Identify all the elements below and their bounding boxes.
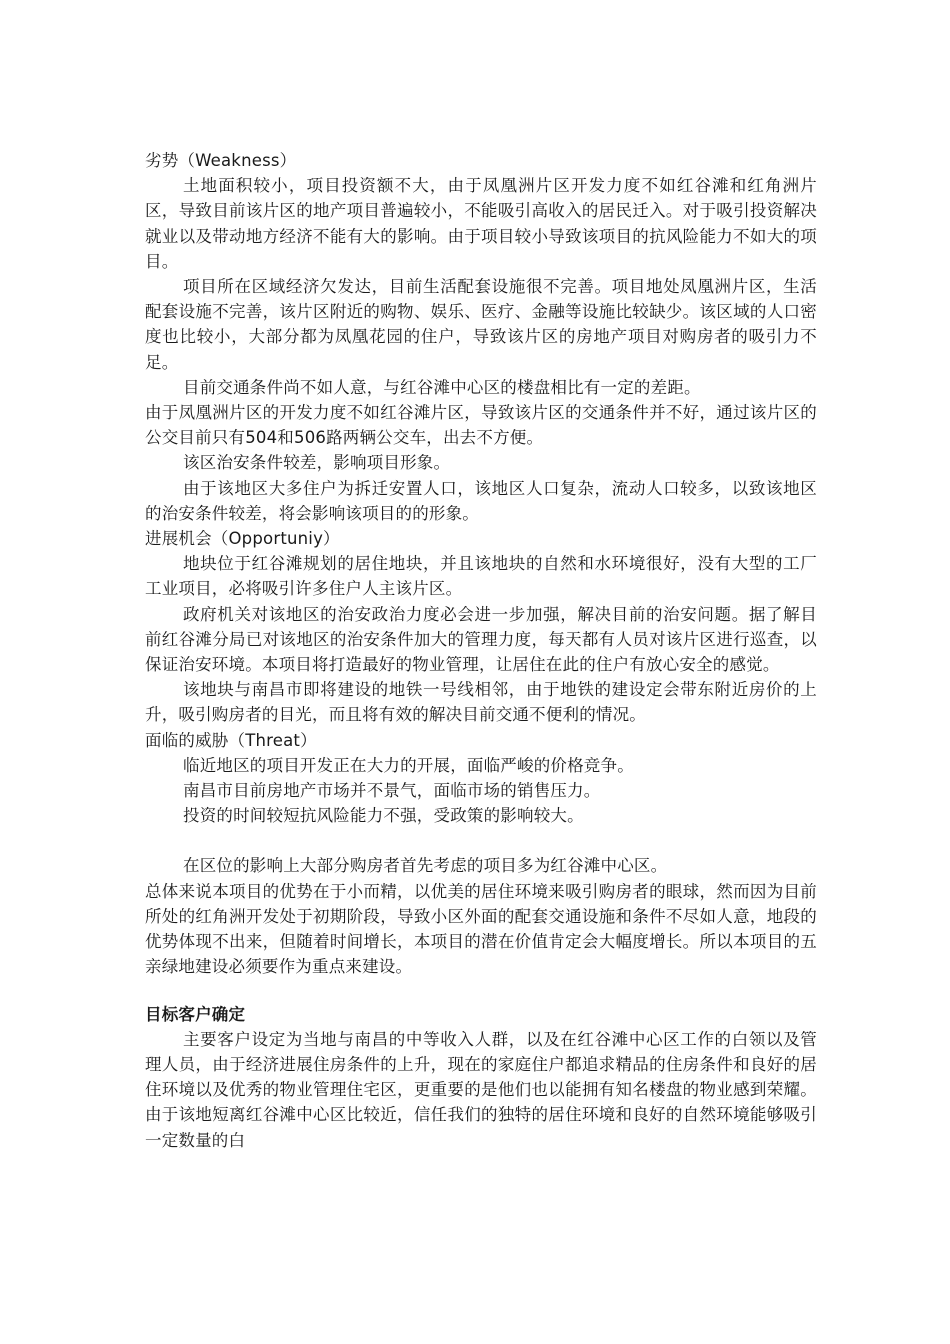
threat-paragraph-1: 临近地区的项目开发正在大力的开展，面临严峻的价格竞争。 <box>183 755 634 775</box>
weakness-paragraph-6: 由于该地区大多住户为拆迁安置人口，该地区人口复杂，流动人口较多，以致该地区的治安条件较差，将会影响该项目的的形象。 <box>145 478 817 523</box>
weakness-paragraph-2: 项目所在区域经济欠发达，目前生活配套设施很不完善。项目地处凤凰洲片区，生活配套设施不完善，该片区附近的购物、娱乐、医疗、金融等设施比较缺少。该区域的人口密度也比较小，大部分都为凤凰花园的住户，导致该片区的房地产项目对购房者的吸引力不足。 <box>145 277 817 372</box>
target-customer-title: 目标客户确定 <box>145 1004 246 1024</box>
section-spacer <box>145 980 817 1002</box>
opportunity-paragraph-1: 地块位于红谷滩规划的居住地块，并且该地块的自然和水环境很好，没有大型的工厂工业项目，必将吸引许多住户人主该片区。 <box>145 554 817 599</box>
threat-heading: 面临的威胁（Threat） <box>145 730 317 750</box>
section-spacer <box>145 828 817 853</box>
opportunity-heading: 进展机会（Opportuniy） <box>145 529 340 549</box>
opportunity-paragraph-2: 政府机关对该地区的治安政治力度必会进一步加强，解决目前的治安问题。据了解目前红谷滩分局已对该地区的治安条件加大的管理力度，每天都有人员对该片区进行巡查，以保证治安环境。本项目将打造最好的物业管理，让居住在此的住户有放心安全的感觉。 <box>145 604 817 675</box>
threat-paragraph-3: 投资的时间较短抗风险能力不强，受政策的影响较大。 <box>183 806 584 826</box>
summary-intro: 在区位的影响上大部分购房者首先考虑的项目多为红谷滩中心区。 <box>183 856 668 876</box>
opportunity-paragraph-3: 该地块与南昌市即将建设的地铁一号线相邻，由于地铁的建设定会带东附近房价的上升，吸引购房者的目光，而且将有效的解决目前交通不便利的情况。 <box>145 680 817 725</box>
weakness-paragraph-4: 由于凤凰洲片区的开发力度不如红谷滩片区，导致该片区的交通条件并不好，通过该片区的公交目前只有504和506路两辆公交车，出去不方便。 <box>145 403 817 448</box>
weakness-paragraph-5: 该区治安条件较差，影响项目形象。 <box>183 453 451 473</box>
weakness-heading: 劣势（Weakness） <box>145 151 297 170</box>
weakness-paragraph-1: 土地面积较小，项目投资额不大，由于凤凰洲片区开发力度不如红谷滩和红角洲片区，导致目前该片区的地产项目普遍较小，不能吸引高收入的居民迁入。对于吸引投资解决就业以及带动地方经济不能有大的影响。由于项目较小导致该项目的抗风险能力不如大的项目。 <box>145 176 817 271</box>
summary-body: 总体来说本项目的优势在于小而精，以优美的居住环境来吸引购房者的眼球，然而因为目前所处的红角洲开发处于初期阶段，导致小区外面的配套交通设施和条件不尽如人意，地段的优势体现不出来，但随着时间增长，本项目的潜在价值肯定会大幅度增长。所以本项目的五亲绿地建设必须要作为重点来建设。 <box>145 881 817 977</box>
weakness-paragraph-3: 目前交通条件尚不如人意，与红谷滩中心区的楼盘相比有一定的差距。 <box>183 377 701 397</box>
threat-paragraph-2: 南昌市目前房地产市场并不景气，面临市场的销售压力。 <box>183 781 601 801</box>
target-customer-body: 主要客户设定为当地与南昌的中等收入人群，以及在红谷滩中心区工作的白领以及管理人员，由于经济进展住房条件的上升，现在的家庭住户都追求精品的住房条件和良好的居住环境以及优秀的物业管理住宅区，更重要的是他们也以能拥有知名楼盘的物业感到荣耀。由于该地短离红谷滩中心区比较近，信任我们的独特的居住环境和良好的自然环境能够吸引一定数量的白 <box>145 1029 817 1150</box>
document-body <box>145 148 817 1153</box>
